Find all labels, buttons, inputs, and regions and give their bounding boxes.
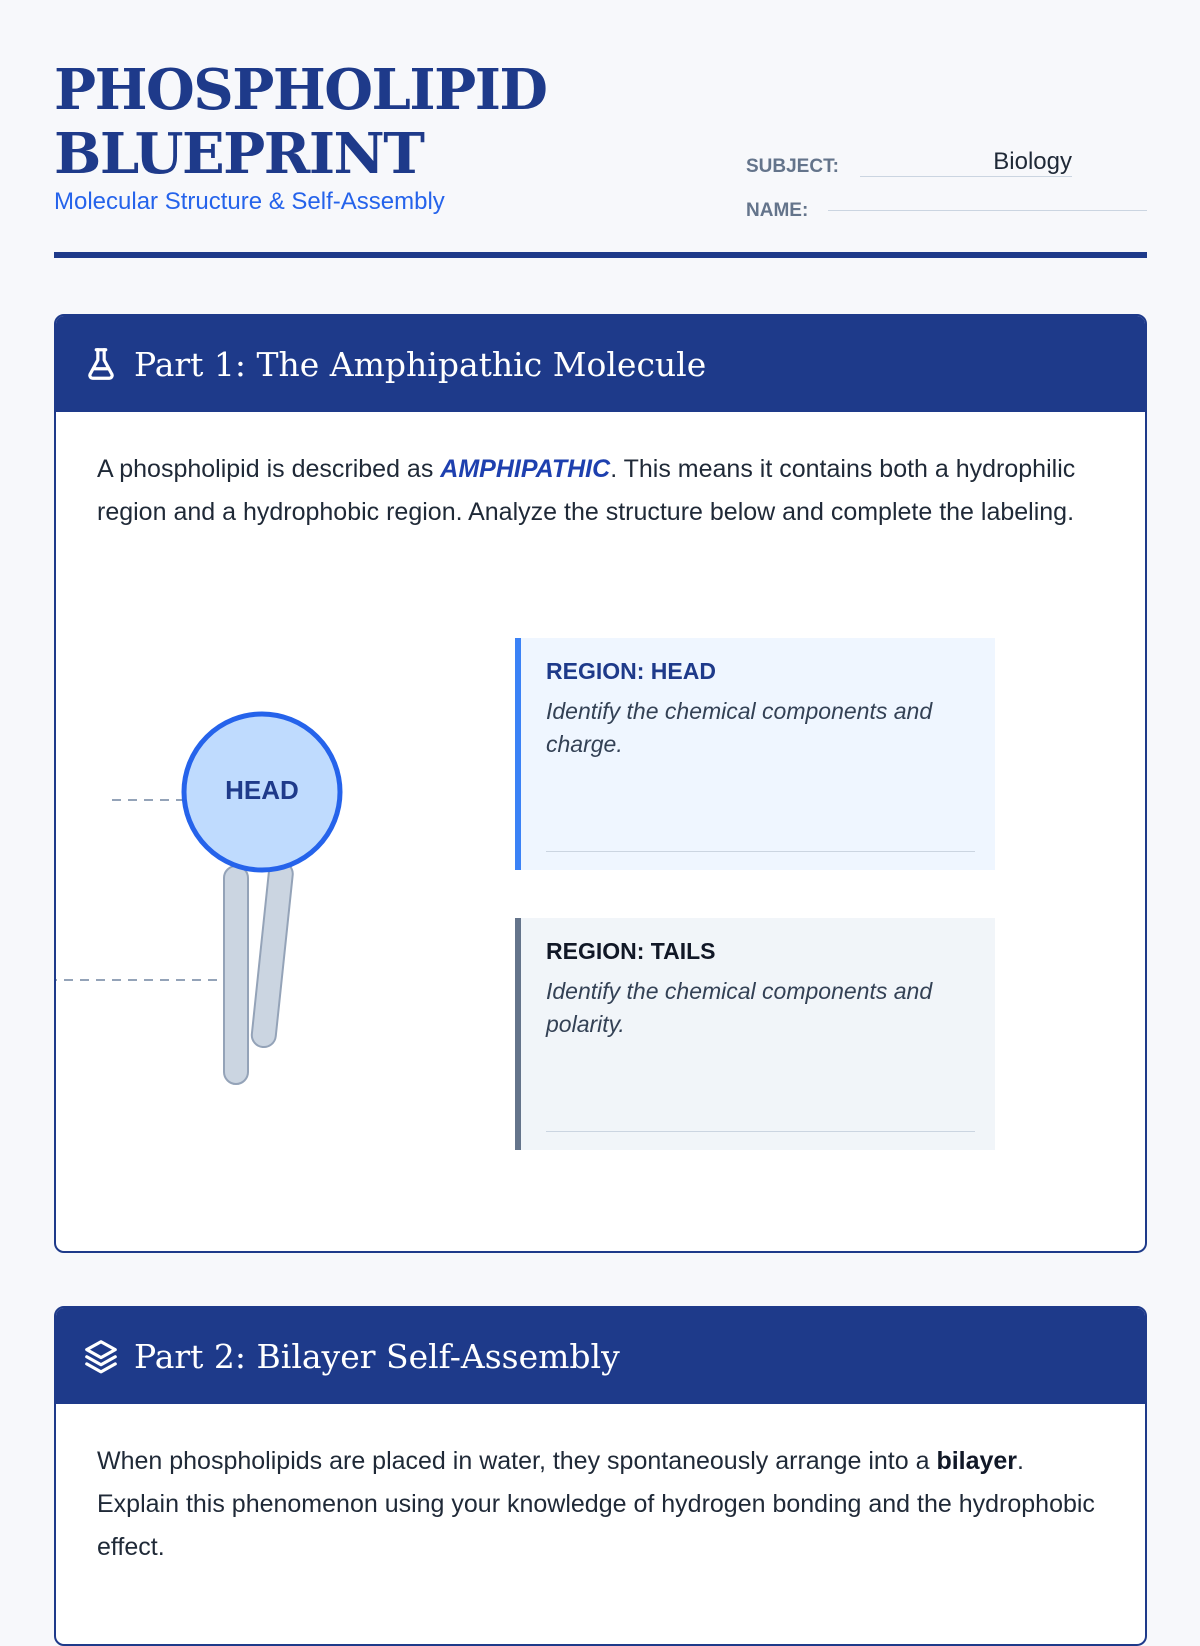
layers-icon xyxy=(82,1337,120,1375)
part1-intro-after: . This means it contains both a hydrophilic region and a hydrophobic region. Analyze the structure below and complete the labeling. xyxy=(97,455,1076,526)
bilayer-term: bilayer xyxy=(936,1447,1018,1475)
region-tails-hint: Identify the chemical components and polarity. xyxy=(546,978,933,1037)
part1-card xyxy=(54,314,1147,1253)
title-line-1: PHOSPHOLIPID xyxy=(54,57,547,123)
part2-header xyxy=(56,1308,1145,1404)
part2-intro-before: When phospholipids are placed in water, they spontaneously arrange into a xyxy=(97,1447,937,1475)
tail-right xyxy=(251,861,294,1048)
region-head-title: REGION: HEAD xyxy=(546,658,716,684)
part1-intro-before: A phospholipid is described as xyxy=(97,455,441,483)
worksheet-subtitle: Molecular Structure & Self-Assembly xyxy=(54,188,445,215)
subject-value: Biology xyxy=(993,148,1072,175)
region-head-answer-line[interactable] xyxy=(546,851,975,852)
part2-title: Part 2: Bilayer Self-Assembly xyxy=(134,1336,620,1376)
region-tails-box xyxy=(515,918,995,1150)
name-label: NAME: xyxy=(746,200,809,221)
part2-card xyxy=(54,1306,1147,1646)
part2-intro-after: . Explain this phenomenon using your knowledge of hydrogen bonding and the hydrophobic effect. xyxy=(97,1447,1095,1561)
region-head-box xyxy=(515,638,995,870)
header-divider xyxy=(54,252,1147,258)
tail-left xyxy=(224,866,248,1084)
name-field[interactable] xyxy=(828,182,1147,211)
title-line-2: BLUEPRINT xyxy=(54,121,424,187)
part2-body xyxy=(56,1404,1145,1569)
amphipathic-term: AMPHIPATHIC xyxy=(440,455,611,483)
worksheet-title xyxy=(54,58,546,186)
region-head-hint: Identify the chemical components and charge. xyxy=(546,698,933,757)
head-label: HEAD xyxy=(225,775,299,805)
worksheet-header xyxy=(54,58,1147,260)
region-tails-answer-line[interactable] xyxy=(546,1131,975,1132)
part1-title: Part 1: The Amphipathic Molecule xyxy=(134,344,707,384)
subject-field[interactable] xyxy=(860,148,1072,177)
subject-label: SUBJECT: xyxy=(746,156,839,177)
part2-intro xyxy=(97,1440,1104,1569)
region-tails-title: REGION: TAILS xyxy=(546,938,716,964)
